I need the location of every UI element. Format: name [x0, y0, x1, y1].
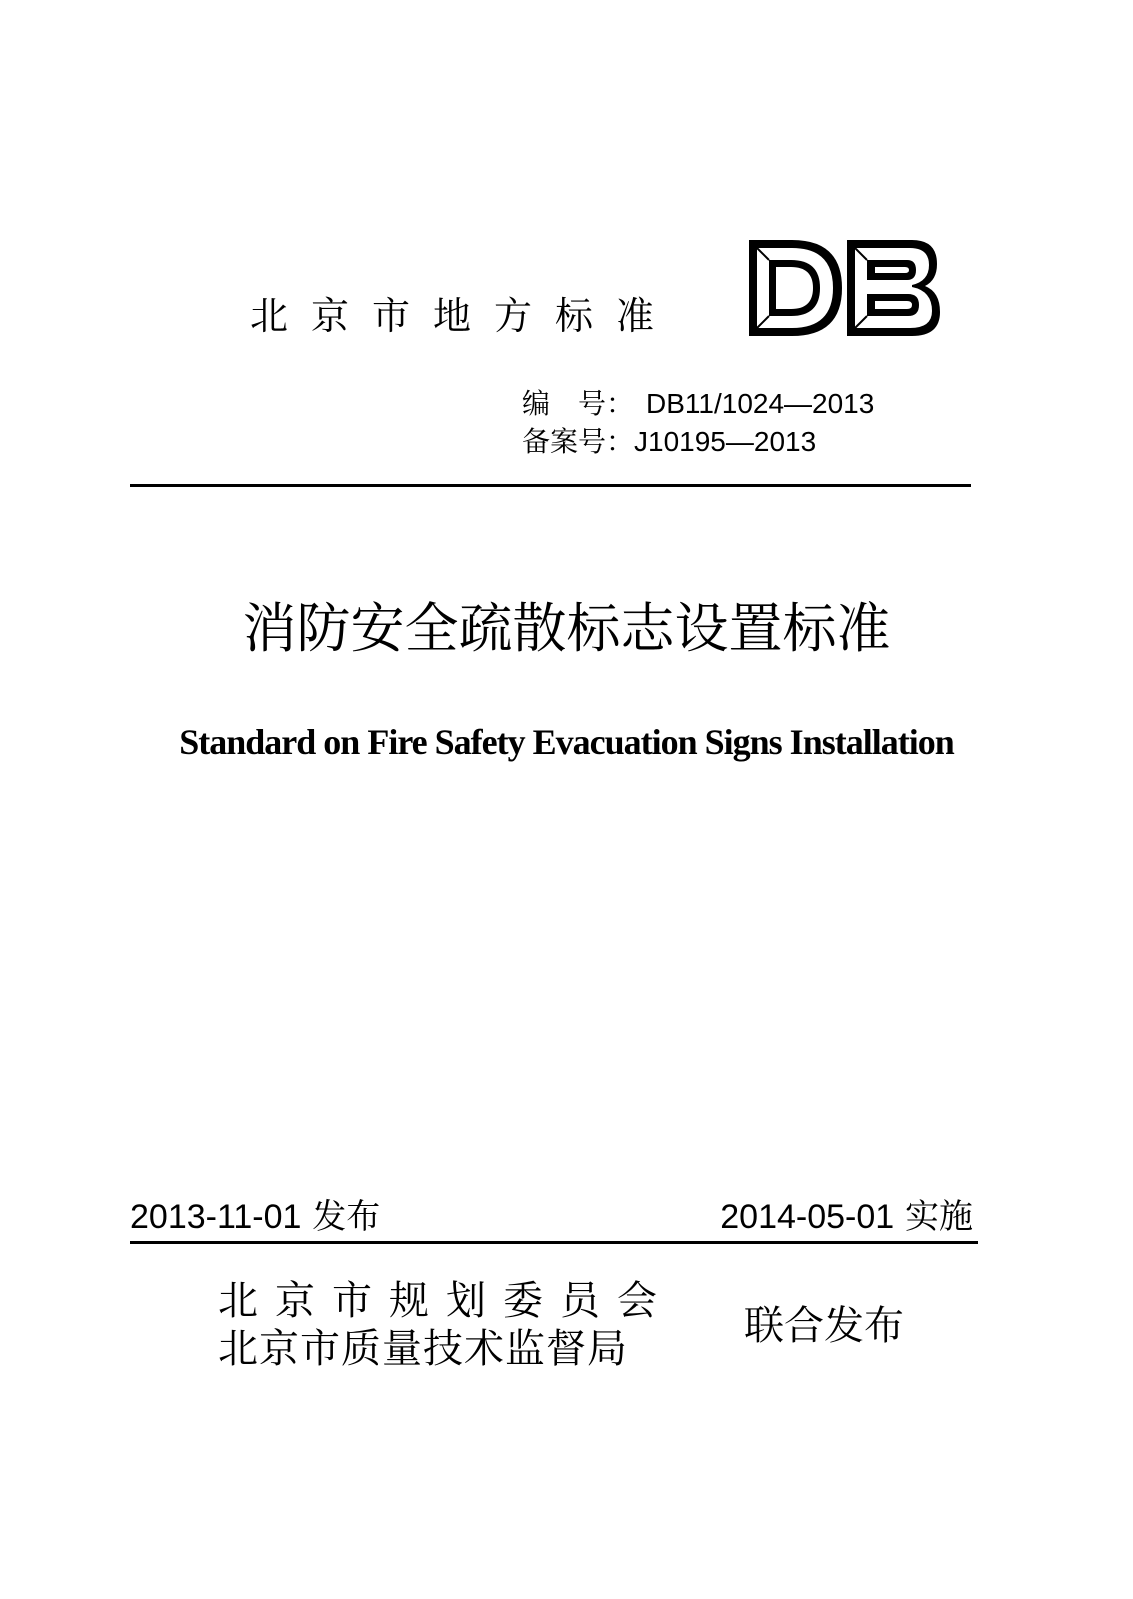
db-logo — [747, 238, 942, 338]
top-divider — [130, 484, 971, 487]
filing-number-label: 备案号： — [522, 425, 635, 458]
bottom-divider — [130, 1241, 978, 1244]
publish-date-line — [130, 1194, 380, 1240]
standard-type-label: 北京市地方标准 — [250, 294, 678, 338]
issuer-quality-bureau: 北京市质量技术监督局 — [218, 1326, 628, 1372]
filing-number-line — [522, 423, 816, 461]
issuer-planning-commission: 北京市规划委员会 — [218, 1278, 674, 1324]
document-title-chinese: 消防安全疏散标志设置标准 — [242, 597, 891, 660]
joint-issue-label: 联合发布 — [744, 1303, 904, 1349]
effective-date-line — [720, 1194, 973, 1240]
document-title-english: Standard on Fire Safety Evacuation Signs Installation — [179, 722, 954, 762]
standard-code-line — [522, 385, 874, 423]
effective-label: 实施 — [905, 1197, 973, 1237]
effective-date: 2014-05-01 — [720, 1198, 895, 1236]
standard-code-label: 编 号： — [522, 387, 635, 420]
publish-label: 发布 — [312, 1197, 381, 1237]
filing-number-value: J10195—2013 — [634, 426, 817, 457]
standard-code-value: DB11/1024—2013 — [646, 388, 875, 419]
publish-date: 2013-11-01 — [130, 1198, 302, 1236]
